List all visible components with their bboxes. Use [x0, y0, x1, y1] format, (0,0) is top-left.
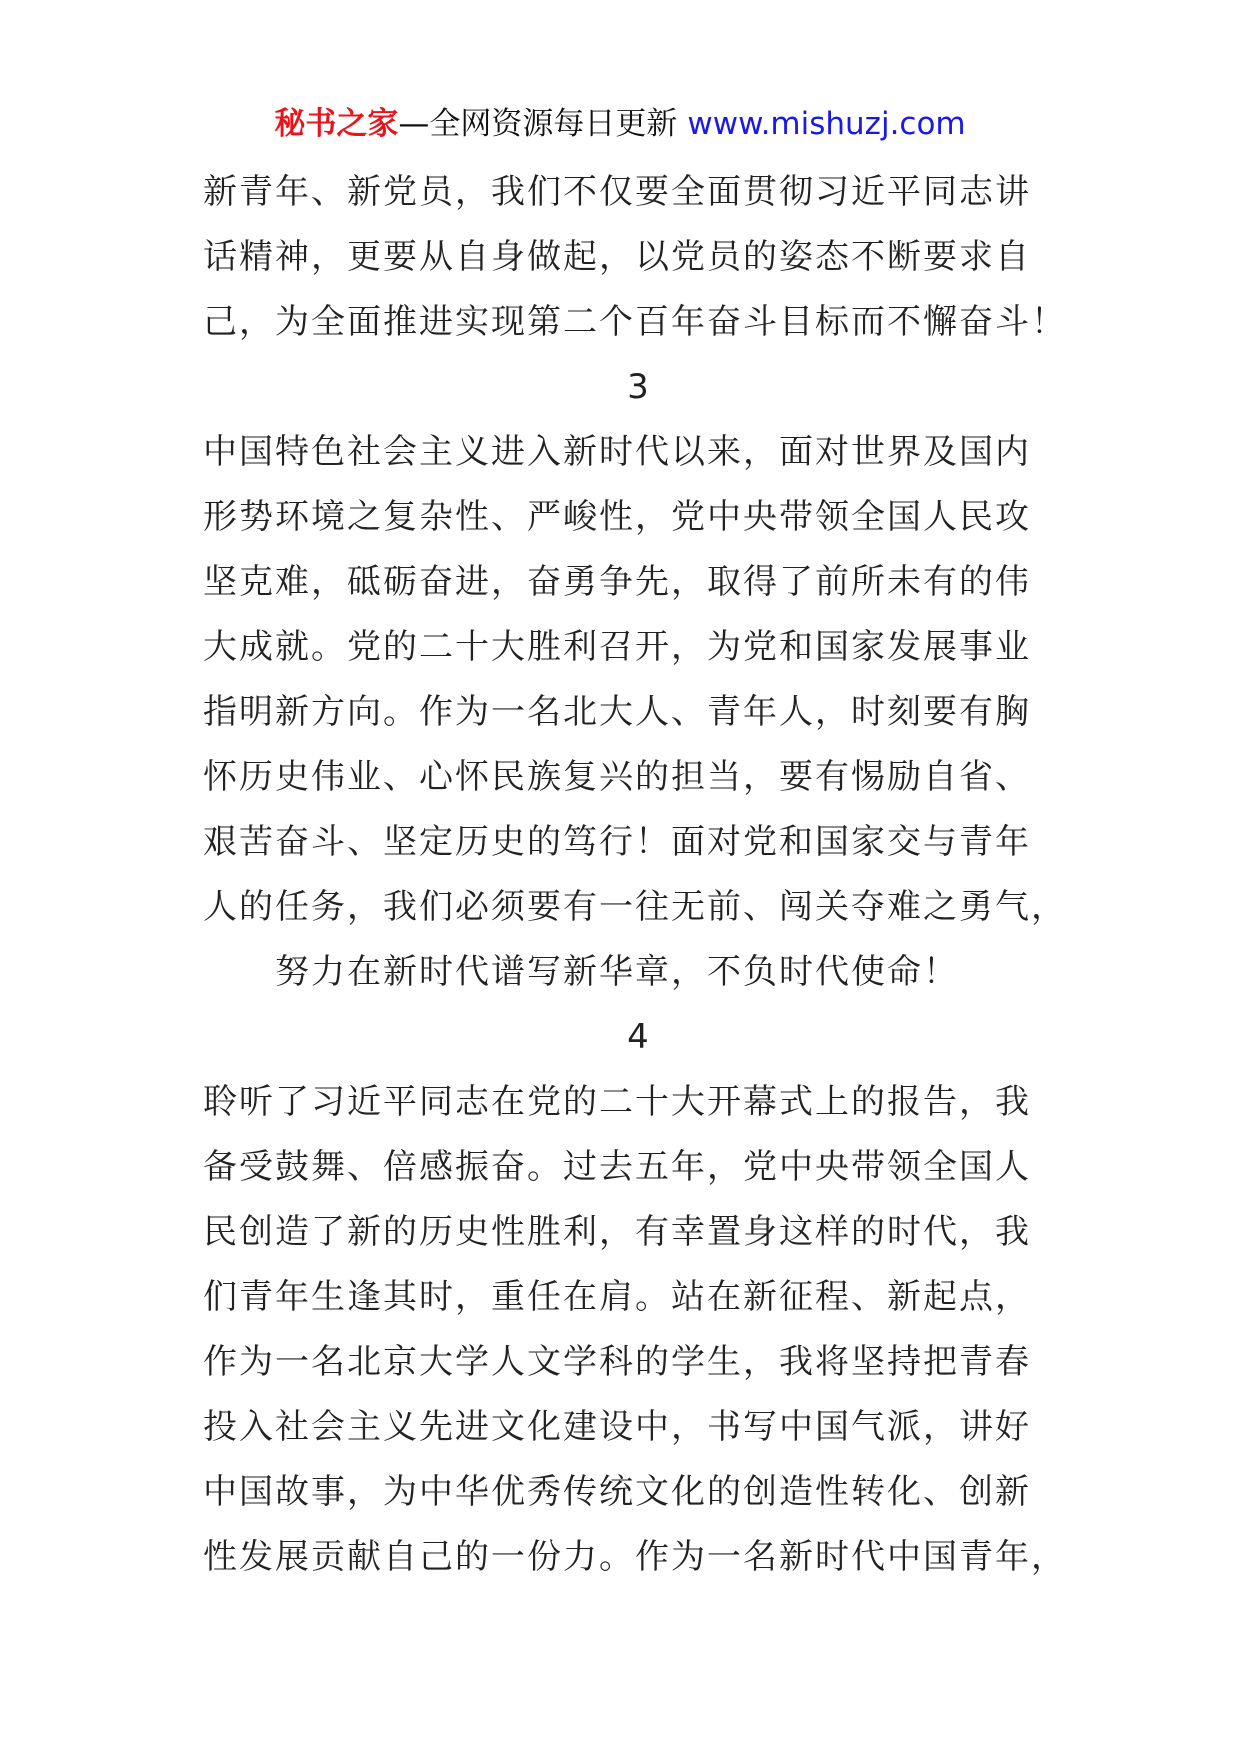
paragraph-line: 形势环境之复杂性、严峻性，党中央带领全国人民攻: [203, 497, 1031, 537]
paragraph-line: 性发展贡献自己的一份力。作为一名新时代中国青年，: [203, 1537, 1067, 1577]
paragraph-line: 聆听了习近平同志在党的二十大开幕式上的报告，我: [203, 1082, 1031, 1122]
paragraph-line: 中国故事，为中华优秀传统文化的创造性转化、创新: [203, 1472, 1031, 1512]
paragraph-line: 们青年生逢其时，重任在肩。站在新征程、新起点，: [203, 1277, 1031, 1317]
paragraph-line: 投入社会主义先进文化建设中，书写中国气派，讲好: [203, 1407, 1031, 1447]
brand-name: 秘书之家: [274, 106, 399, 142]
paragraph-line: 坚克难，砥砺奋进，奋勇争先，取得了前所未有的伟: [203, 562, 1031, 602]
header-tagline: —全网资源每日更新: [398, 106, 678, 142]
section-number: 4: [627, 1017, 649, 1057]
document-body: [203, 160, 1073, 1590]
paragraph-line: 新青年、新党员，我们不仅要全面贯彻习近平同志讲: [203, 172, 1031, 212]
paragraph-line: 大成就。党的二十大胜利召开，为党和国家发展事业: [203, 627, 1031, 667]
site-header: [0, 104, 1240, 144]
paragraph-line: 艰苦奋斗、坚定历史的笃行！面对党和国家交与青年: [203, 822, 1031, 862]
paragraph-line: 民创造了新的历史性胜利，有幸置身这样的时代，我: [203, 1212, 1031, 1252]
site-url-link[interactable]: www.mishuzj.com: [687, 106, 966, 142]
paragraph-line: 话精神，更要从自身做起，以党员的姿态不断要求自: [203, 237, 1031, 277]
section-number: 3: [627, 367, 649, 407]
paragraph-line: 指明新方向。作为一名北大人、青年人，时刻要有胸: [203, 692, 1031, 732]
paragraph-line: 怀历史伟业、心怀民族复兴的担当，要有惕励自省、: [203, 757, 1031, 797]
paragraph-line: 中国特色社会主义进入新时代以来，面对世界及国内: [203, 432, 1031, 472]
paragraph-line: 作为一名北京大学人文学科的学生，我将坚持把青春: [203, 1342, 1031, 1382]
paragraph-line: 备受鼓舞、倍感振奋。过去五年，党中央带领全国人: [203, 1147, 1031, 1187]
paragraph-line: 努力在新时代谱写新华章，不负时代使命！: [275, 952, 959, 992]
paragraph-line: 人的任务，我们必须要有一往无前、闯关夺难之勇气，: [203, 887, 1067, 927]
paragraph-line: 己，为全面推进实现第二个百年奋斗目标而不懈奋斗！: [203, 302, 1067, 342]
